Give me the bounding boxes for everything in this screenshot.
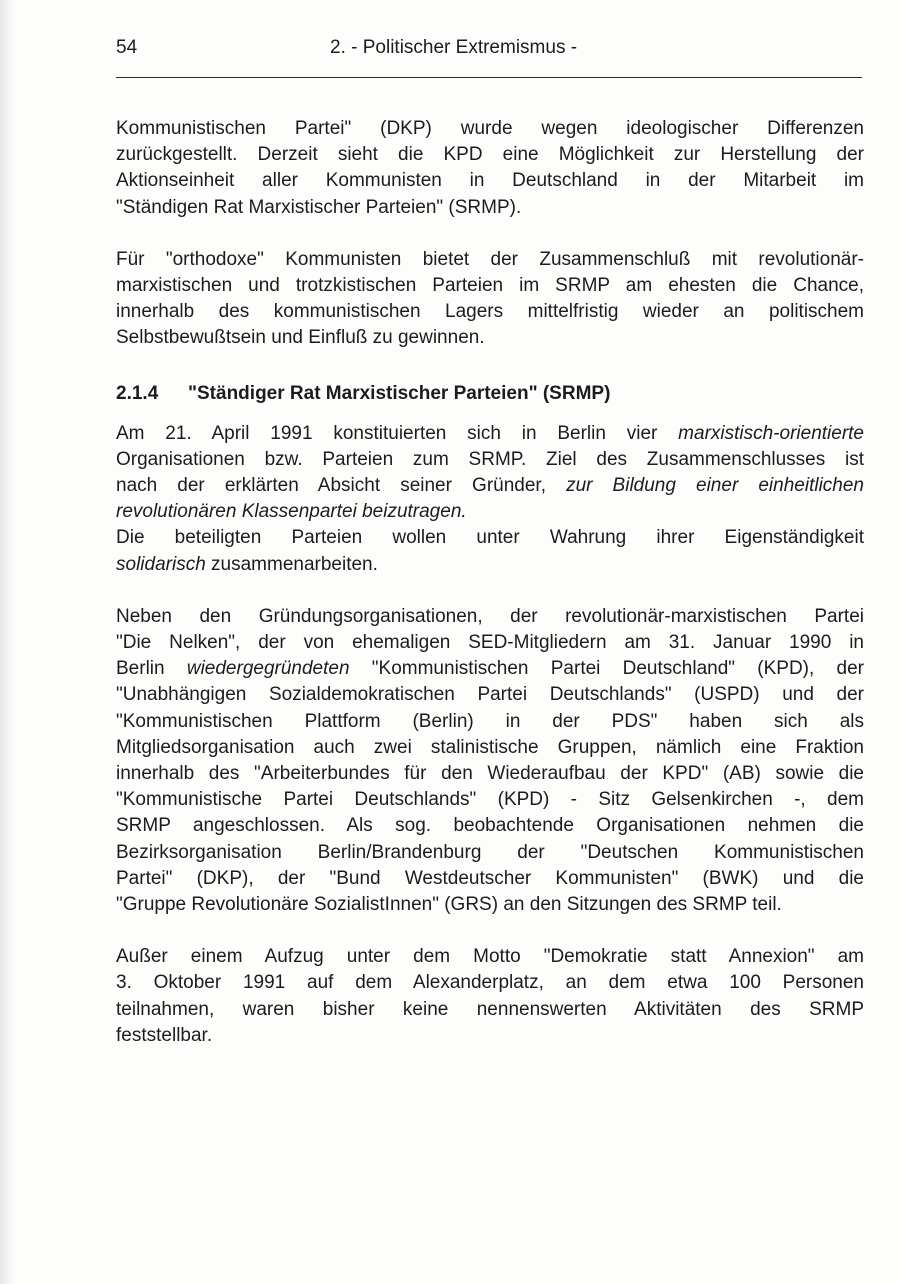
text-line: nach der erklärten Absicht seiner Gründer, zur Bildung einer einheitlichen [116, 475, 864, 497]
text-line: innerhalb des kommunistischen Lagers mittelfristig wieder an politischem [116, 301, 864, 323]
text-line: solidarisch zusammenarbeiten. [116, 553, 378, 575]
text-line: "Unabhängigen Sozialdemokratischen Partei Deutschlands" (USPD) und der [116, 684, 864, 706]
text-line: Am 21. April 1991 konstituierten sich in Berlin vier marxistisch-orientierte [116, 422, 864, 444]
section-heading [116, 381, 864, 407]
text-line: "Gruppe Revolutionäre SozialistInnen" (GRS) an den Sitzungen des SRMP teil. [116, 894, 782, 916]
text-line: Neben den Gründungsorganisationen, der revolutionär-marxistischen Partei [116, 605, 864, 627]
text-line: "Kommunistischen Plattform (Berlin) in der PDS" haben sich als [116, 710, 864, 732]
page-body [116, 116, 864, 1049]
text-line: Mitgliedsorganisation auch zwei stalinistische Gruppen, nämlich eine Fraktion [116, 736, 864, 758]
section-number: 2.1.4 [116, 382, 159, 404]
paragraph-3 [116, 421, 864, 578]
text-line: Außer einem Aufzug unter dem Motto "Demokratie statt Annexion" am [116, 946, 864, 968]
text-line: "Die Nelken", der von ehemaligen SED-Mitgliedern am 31. Januar 1990 in [116, 632, 864, 654]
text-line: Für "orthodoxe" Kommunisten bietet der Zusammenschluß mit revolutionär- [116, 248, 864, 270]
paragraph-5 [116, 944, 864, 1049]
text-line: marxistischen und trotzkistischen Parteien im SRMP am ehesten die Chance, [116, 275, 864, 297]
scan-edge-shadow [0, 0, 14, 1284]
page-number: 54 [116, 37, 138, 58]
text-line: Die beteiligten Parteien wollen unter Wahrung ihrer Eigenständigkeit [116, 527, 864, 549]
text-line: SRMP angeschlossen. Als sog. beobachtende Organisationen nehmen die [116, 815, 864, 837]
text-line: Bezirksorganisation Berlin/Brandenburg der "Deutschen Kommunistischen [116, 841, 864, 863]
running-title: 2. - Politischer Extremismus - [330, 37, 578, 58]
text-line: Aktionseinheit aller Kommunisten in Deutschland in der Mitarbeit im [116, 170, 864, 192]
section-title: "Ständiger Rat Marxistischer Parteien" (SRMP) [188, 382, 611, 404]
text-line: feststellbar. [116, 1024, 213, 1046]
text-line: innerhalb des "Arbeiterbundes für den Wiederaufbau der KPD" (AB) sowie die [116, 763, 864, 785]
text-line: 3. Oktober 1991 auf dem Alexanderplatz, an dem etwa 100 Personen [116, 972, 864, 994]
text-line: "Ständigen Rat Marxistischer Parteien" (SRMP). [116, 196, 522, 218]
text-line: Partei" (DKP), der "Bund Westdeutscher Kommunisten" (BWK) und die [116, 867, 864, 889]
text-line: Selbstbewußtsein und Einfluß zu gewinnen. [116, 327, 485, 349]
paragraph-1 [116, 116, 864, 221]
text-line: "Kommunistische Partei Deutschlands" (KPD) - Sitz Gelsenkirchen -, dem [116, 789, 864, 811]
text-line: revolutionären Klassenpartei beizutragen. [116, 501, 467, 523]
text-line: Kommunistischen Partei" (DKP) wurde wegen ideologischer Differenzen [116, 118, 864, 139]
text-line: Berlin wiedergegründeten "Kommunistischen Partei Deutschland" (KPD), der [116, 658, 864, 680]
paragraph-4 [116, 604, 864, 918]
text-line: zurückgestellt. Derzeit sieht die KPD eine Möglichkeit zur Herstellung der [116, 144, 864, 166]
text-line: Organisationen bzw. Parteien zum SRMP. Ziel des Zusammenschlusses ist [116, 448, 864, 470]
paragraph-2 [116, 247, 864, 352]
header-rule [116, 77, 862, 78]
text-line: teilnahmen, waren bisher keine nennenswerten Aktivitäten des SRMP [116, 998, 864, 1020]
